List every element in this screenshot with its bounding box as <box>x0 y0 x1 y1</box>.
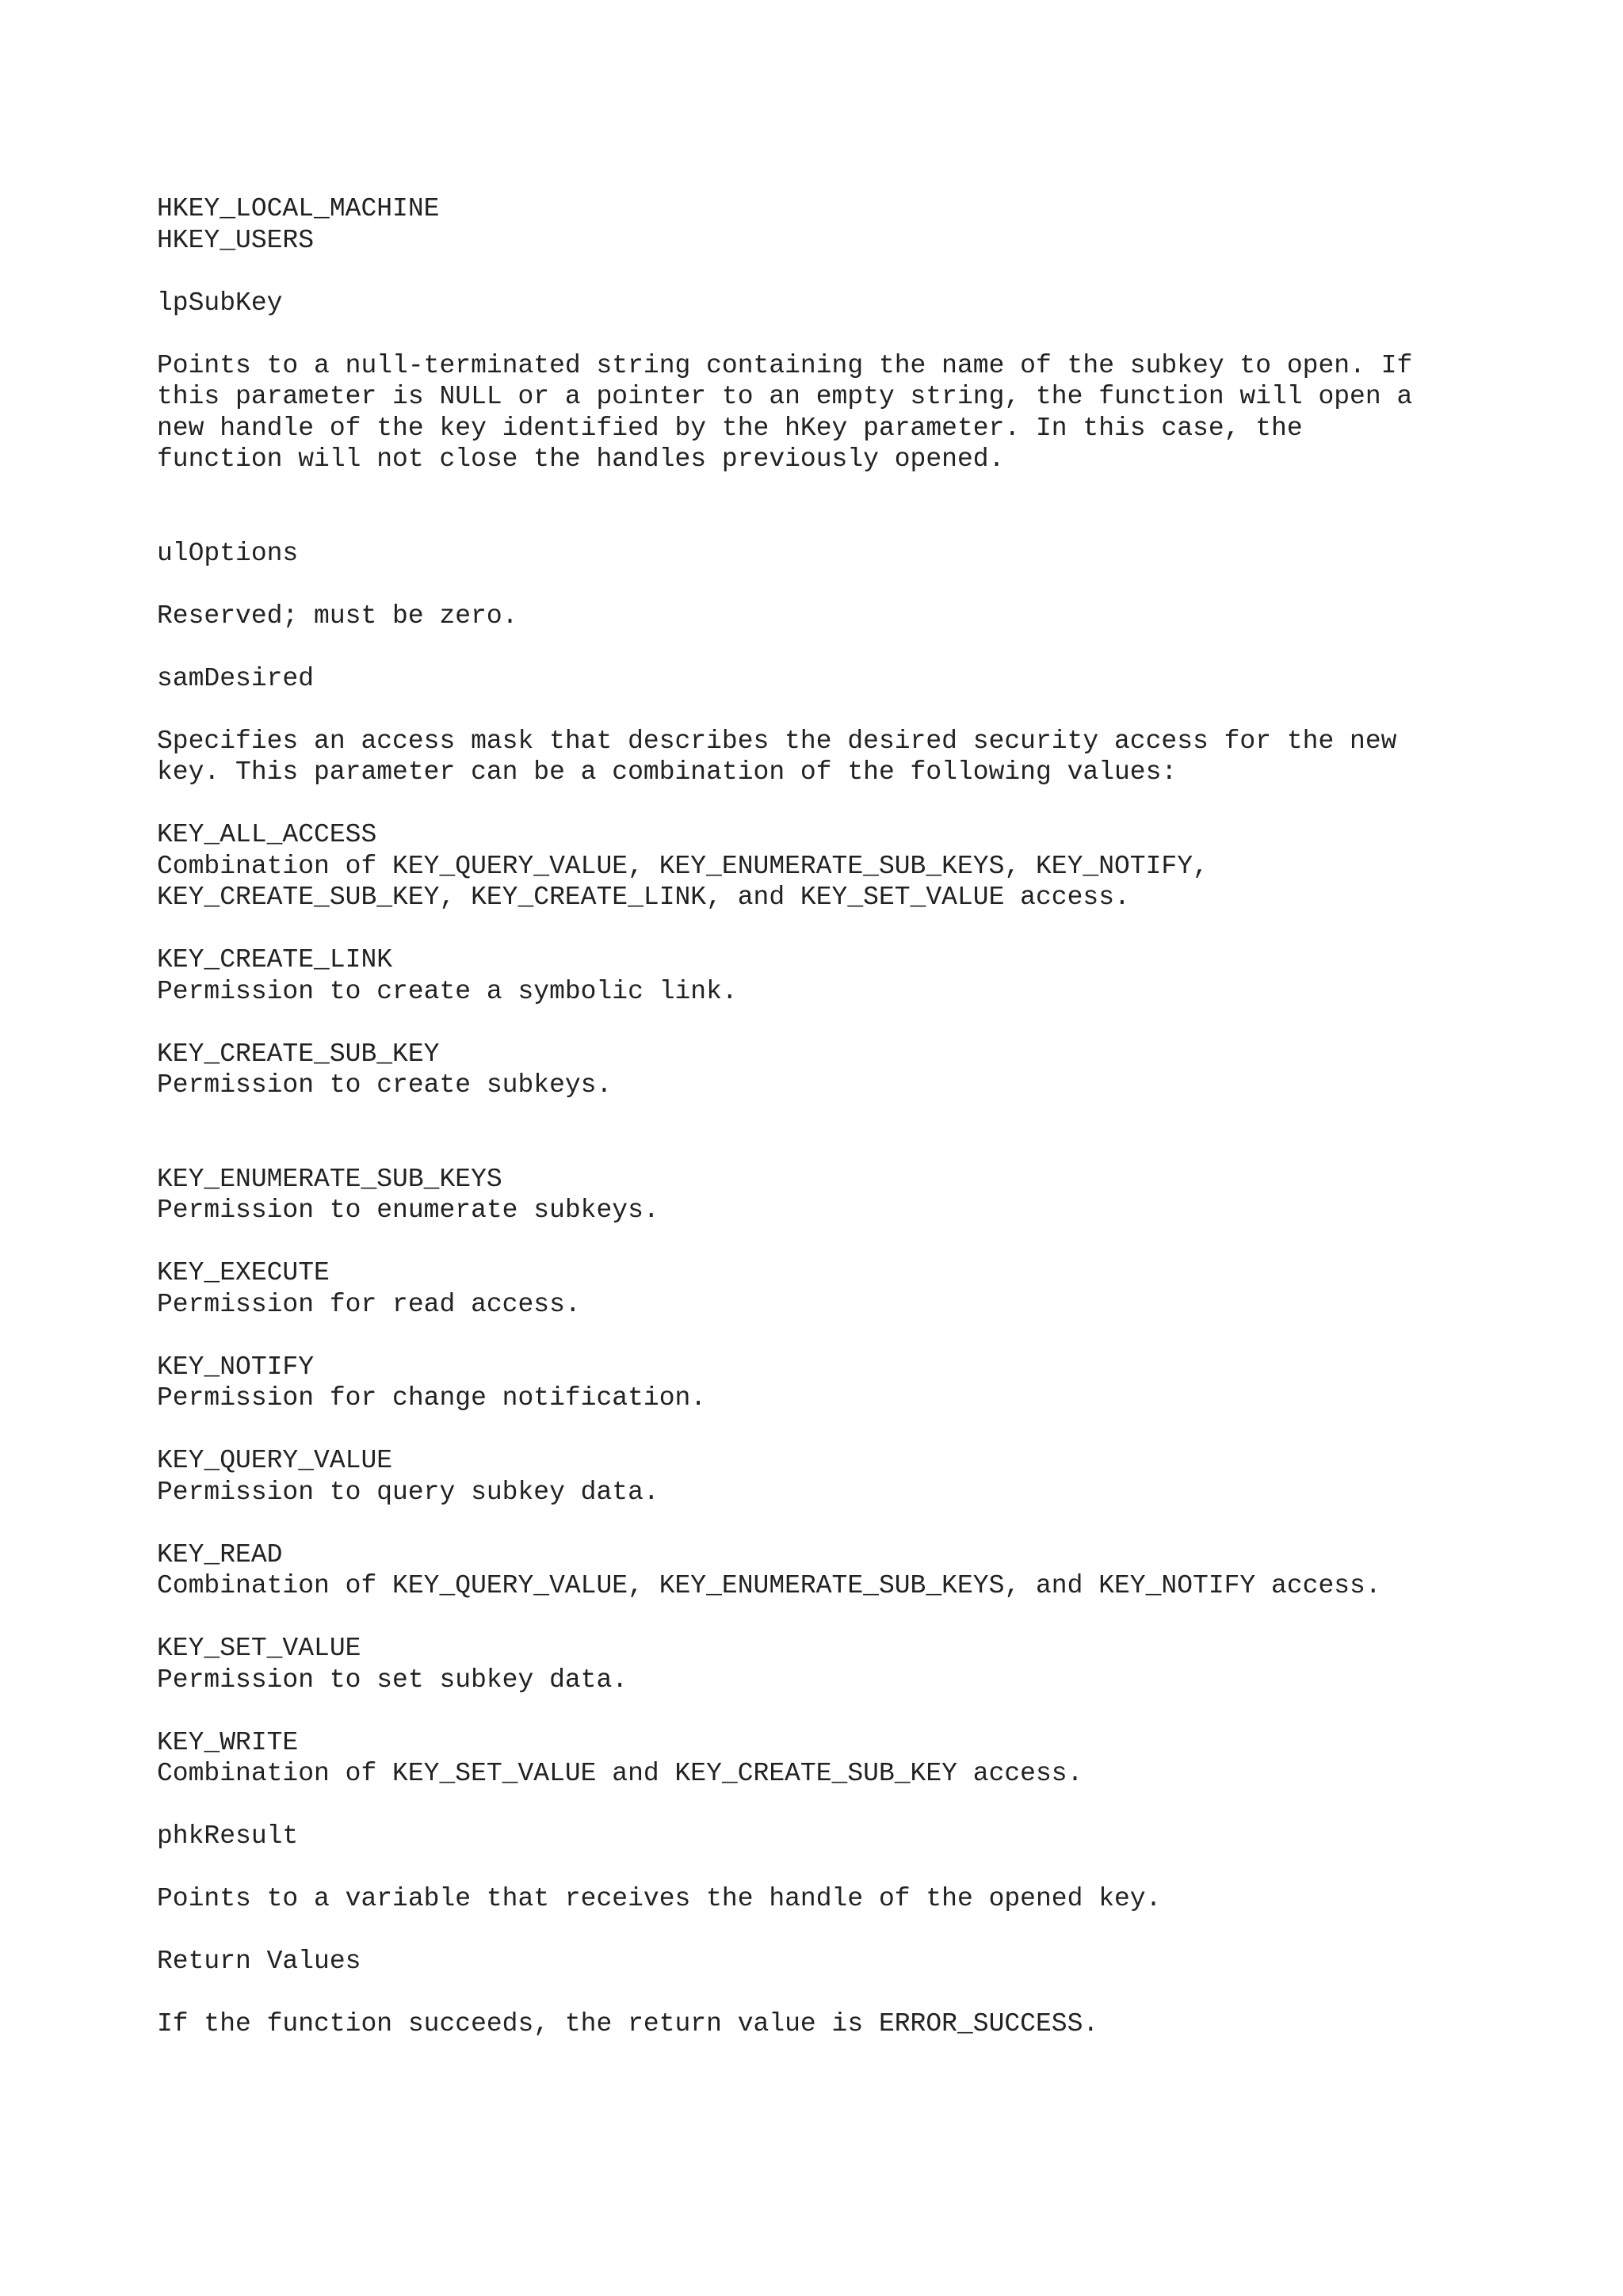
return-values-desc: If the function succeeds, the return value is ERROR_SUCCESS. <box>157 2009 1099 2039</box>
access-value-desc: KEY_CREATE_SUB_KEY, KEY_CREATE_LINK, and KEY_SET_VALUE access. <box>157 883 1130 912</box>
document-page <box>157 193 1552 2040</box>
param-desc-line: key. This parameter can be a combination of the following values: <box>157 757 1178 787</box>
access-value-desc: Combination of KEY_QUERY_VALUE, KEY_ENUMERATE_SUB_KEYS, KEY_NOTIFY, <box>157 851 1209 881</box>
param-desc-line: Points to a null-terminated string containing the name of the subkey to open. If <box>157 350 1413 380</box>
param-desc-line: new handle of the key identified by the hKey parameter. In this case, the <box>157 413 1303 443</box>
hkey-local-machine: HKEY_LOCAL_MACHINE <box>157 194 440 223</box>
param-name-uloptions: ulOptions <box>157 538 299 568</box>
access-value-desc: Combination of KEY_SET_VALUE and KEY_CREATE_SUB_KEY access. <box>157 1759 1083 1788</box>
access-value-name: KEY_CREATE_LINK <box>157 945 393 974</box>
access-value-name: KEY_WRITE <box>157 1727 299 1757</box>
access-value-name: KEY_QUERY_VALUE <box>157 1446 393 1475</box>
param-name-phkresult: phkResult <box>157 1821 299 1851</box>
access-value-name: KEY_ALL_ACCESS <box>157 820 377 849</box>
param-desc-line: this parameter is NULL or a pointer to an empty string, the function will open a <box>157 382 1413 411</box>
return-values-heading: Return Values <box>157 1947 361 1976</box>
access-value-name: KEY_SET_VALUE <box>157 1634 361 1663</box>
access-value-name: KEY_NOTIFY <box>157 1352 315 1382</box>
param-desc-line: Reserved; must be zero. <box>157 601 518 631</box>
param-desc-line: function will not close the handles previously opened. <box>157 444 1005 474</box>
access-value-desc: Combination of KEY_QUERY_VALUE, KEY_ENUMERATE_SUB_KEYS, and KEY_NOTIFY access. <box>157 1571 1381 1600</box>
access-value-name: KEY_READ <box>157 1539 283 1569</box>
access-value-desc: Permission to set subkey data. <box>157 1665 628 1695</box>
access-value-desc: Permission for read access. <box>157 1289 581 1319</box>
access-value-desc: Permission to enumerate subkeys. <box>157 1196 659 1225</box>
param-name-samdesired: samDesired <box>157 663 315 693</box>
param-desc-line: Points to a variable that receives the handle of the opened key. <box>157 1884 1162 1913</box>
access-value-desc: Permission to query subkey data. <box>157 1477 659 1507</box>
access-value-desc: Permission to create a symbolic link. <box>157 976 738 1006</box>
param-name-lpsubkey: lpSubKey <box>157 288 283 318</box>
param-desc-line: Specifies an access mask that describes the desired security access for the new <box>157 726 1397 756</box>
hkey-users: HKEY_USERS <box>157 225 315 255</box>
access-value-name: KEY_CREATE_SUB_KEY <box>157 1039 440 1069</box>
access-value-name: KEY_ENUMERATE_SUB_KEYS <box>157 1164 502 1194</box>
access-value-desc: Permission for change notification. <box>157 1383 707 1413</box>
access-value-desc: Permission to create subkeys. <box>157 1070 613 1100</box>
access-value-name: KEY_EXECUTE <box>157 1258 330 1287</box>
